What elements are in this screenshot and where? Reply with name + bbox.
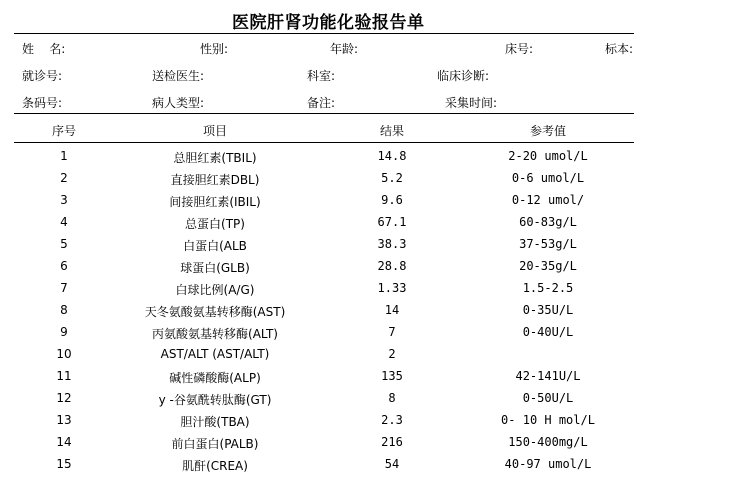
row-item: y -谷氨酰转肽酶(GT) (158, 393, 272, 407)
table-row (0, 347, 751, 369)
row-item: 白蛋白(ALB (183, 239, 247, 253)
report-title: 医院肝肾功能化验报告单 (232, 13, 425, 33)
row-result: 14 (384, 303, 400, 317)
row-no: 11 (56, 369, 72, 383)
row-result: 216 (381, 435, 403, 449)
row-item: 球蛋白(GLB) (180, 261, 250, 275)
row-item: 胆汁酸(TBA) (180, 415, 250, 429)
remark-label: 备注: (307, 96, 336, 110)
row-no: 10 (56, 347, 72, 361)
row-result: 28.8 (377, 259, 407, 273)
patient-type-label: 病人类型: (152, 96, 205, 110)
row-reference: 42-141U/L (515, 369, 581, 383)
column-result-header: 结果 (379, 124, 405, 138)
row-reference: 150-400mg/L (508, 435, 588, 449)
row-reference: 0-50U/L (522, 391, 574, 405)
age-label: 年龄: (330, 42, 359, 56)
row-result: 2 (388, 347, 396, 361)
row-no: 13 (56, 413, 72, 427)
row-result: 1.33 (377, 281, 407, 295)
row-no: 4 (60, 215, 68, 229)
row-no: 8 (60, 303, 68, 317)
doctor-label: 送检医生: (152, 69, 205, 83)
row-reference: 0-12 umol/ (511, 193, 585, 207)
row-reference: 0- 10 H mol/L (501, 413, 595, 427)
table-row (0, 303, 751, 325)
table-row (0, 259, 751, 281)
visit-no-label: 就诊号: (22, 69, 63, 83)
row-no: 5 (60, 237, 68, 251)
row-result: 9.6 (381, 193, 403, 207)
row-no: 15 (56, 457, 72, 471)
row-result: 5.2 (381, 171, 403, 185)
row-item: AST/ALT (AST/ALT) (160, 347, 270, 361)
diagnosis-label: 临床诊断: (437, 69, 490, 83)
row-reference: 1.5-2.5 (522, 281, 574, 295)
gender-label: 性别: (200, 42, 229, 56)
row-reference: 37-53g/L (519, 237, 577, 251)
top-rule (14, 33, 634, 34)
row-item: 直接胆红素DBL) (170, 173, 260, 187)
column-item-header: 项目 (202, 124, 228, 138)
header-top-rule (14, 113, 634, 114)
row-no: 14 (56, 435, 72, 449)
table-row (0, 413, 751, 435)
row-item: 白球比例(A/G) (175, 283, 255, 297)
table-row (0, 281, 751, 303)
table-row (0, 435, 751, 457)
table-row (0, 237, 751, 259)
row-reference: 0-35U/L (522, 303, 574, 317)
row-item: 间接胆红素(IBIL) (169, 195, 261, 209)
table-row (0, 391, 751, 413)
row-no: 3 (60, 193, 68, 207)
row-result: 54 (384, 457, 400, 471)
column-no-header: 序号 (51, 124, 77, 138)
row-no: 12 (56, 391, 72, 405)
row-reference: 0-6 umol/L (511, 171, 585, 185)
row-no: 9 (60, 325, 68, 339)
collect-time-label: 采集时间: (445, 96, 498, 110)
barcode-label: 条码号: (22, 96, 63, 110)
row-result: 135 (381, 369, 403, 383)
specimen-label: 标本: (605, 42, 634, 56)
name-label: 姓 名: (22, 42, 66, 56)
row-no: 1 (60, 149, 68, 163)
row-result: 14.8 (377, 149, 407, 163)
header-bottom-rule (14, 142, 634, 143)
table-row (0, 215, 751, 237)
row-no: 7 (60, 281, 68, 295)
row-reference: 0-40U/L (522, 325, 574, 339)
row-result: 7 (388, 325, 396, 339)
table-row (0, 457, 751, 479)
row-result: 67.1 (377, 215, 407, 229)
row-reference: 2-20 umol/L (508, 149, 588, 163)
row-item: 天冬氨酸氨基转移酶(AST) (144, 305, 286, 319)
department-label: 科室: (307, 69, 336, 83)
row-result: 8 (388, 391, 396, 405)
row-result: 2.3 (381, 413, 403, 427)
row-item: 总蛋白(TP) (185, 217, 245, 231)
row-reference: 20-35g/L (519, 259, 577, 273)
bed-label: 床号: (505, 42, 534, 56)
table-row (0, 193, 751, 215)
row-reference: 40-97 umol/L (504, 457, 592, 471)
row-item: 碱性磷酸酶(ALP) (169, 371, 261, 385)
table-row (0, 325, 751, 347)
row-result: 38.3 (377, 237, 407, 251)
row-item: 总胆红素(TBIL) (173, 151, 257, 165)
table-row (0, 369, 751, 391)
row-item: 前白蛋白(PALB) (171, 437, 259, 451)
row-item: 丙氨酸氨基转移酶(ALT) (152, 327, 278, 341)
table-row (0, 171, 751, 193)
column-reference-header: 参考值 (529, 124, 567, 138)
row-no: 6 (60, 259, 68, 273)
row-no: 2 (60, 171, 68, 185)
table-row (0, 149, 751, 171)
row-item: 肌酐(CREA) (182, 459, 248, 473)
row-reference: 60-83g/L (519, 215, 577, 229)
